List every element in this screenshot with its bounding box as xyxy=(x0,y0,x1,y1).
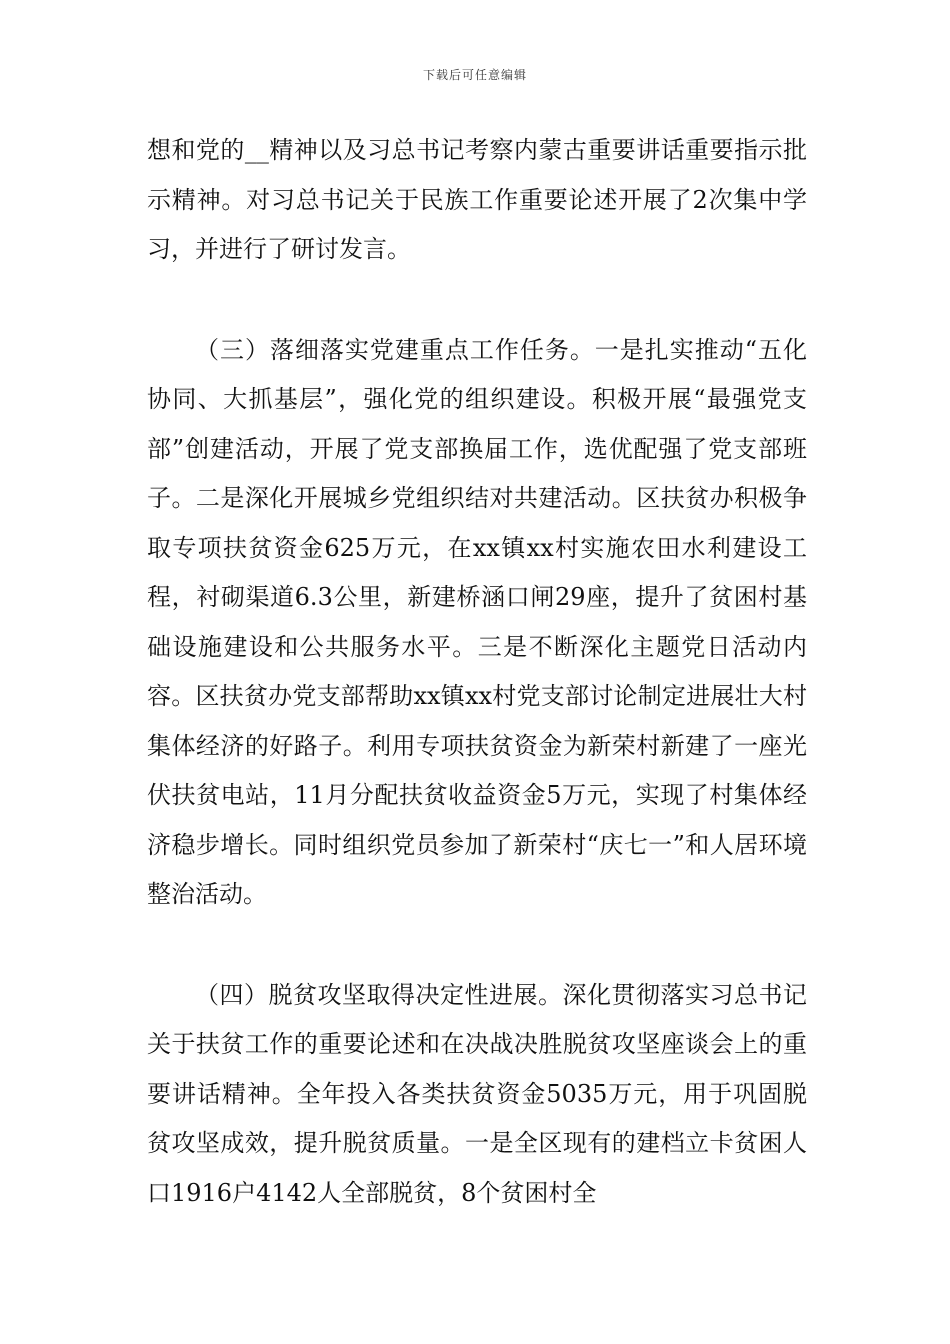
paragraph-continued: 想和党的__精神以及习总书记考察内蒙古重要讲话重要指示批示精神。对习总书记关于民族工作重要论述开展了2次集中学习，并进行了研讨发言。 xyxy=(147,136,807,263)
paragraph-section-three: （三）落细落实党建重点工作任务。一是扎实推动“五化协同、大抓基层”，强化党的组织建设。积极开展“最强党支部”创建活动，开展了党支部换届工作，选优配强了党支部班子。二是深化开展城乡党组织结对共建活动。区扶贫办积极争取专项扶贫资金625万元，在xx镇xx村实施农田水利建设工程，衬砌渠道6.3公里，新建桥涵口闸29座，提升了贫困村基础设施建设和公共服务水平。三是不断深化主题党日活动内容。区扶贫办党支部帮助xx镇xx村党支部讨论制定进展壮大村集体经济的好路子。利用专项扶贫资金为新荣村新建了一座光伏扶贫电站，11月分配扶贫收益资金5万元，实现了村集体经济稳步增长。同时组织党员参加了新荣村“庆七一”和人居环境整治活动。 xyxy=(147,335,807,908)
page-header-note: 下载后可任意编辑 xyxy=(422,68,527,82)
document-body xyxy=(147,126,807,1218)
paragraph-section-four: （四）脱贫攻坚取得决定性进展。深化贯彻落实习总书记关于扶贫工作的重要论述和在决战决胜脱贫攻坚座谈会上的重要讲话精神。全年投入各类扶贫资金5035万元，用于巩固脱贫攻坚成效，提升脱贫质量。一是全区现有的建档立卡贫困人口1916户4142人全部脱贫，8个贫困村全 xyxy=(147,980,807,1207)
